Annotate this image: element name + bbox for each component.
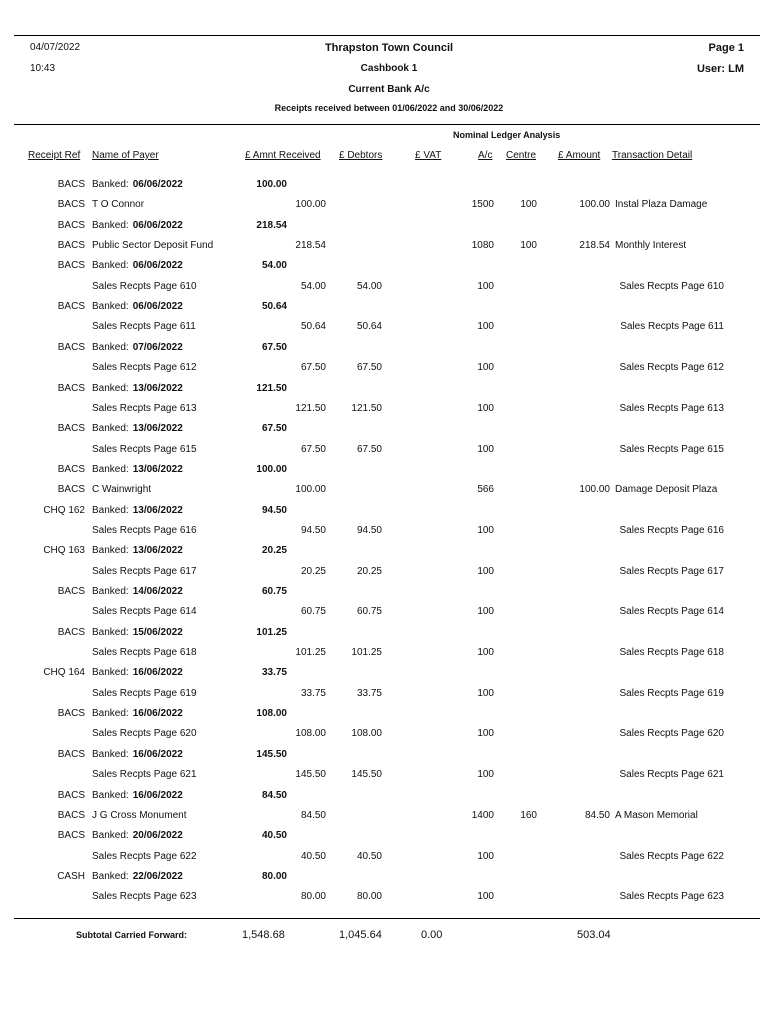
transaction-detail: Sales Recpts Page 623: [619, 891, 724, 903]
banked-row: [0, 464, 770, 484]
banked-date: 06/06/2022: [132, 301, 183, 313]
receipt-ref: CHQ 164: [43, 667, 85, 679]
banked-row: [0, 667, 770, 687]
banked-date: 06/06/2022: [132, 260, 183, 272]
header-rule: [14, 124, 760, 125]
transaction-detail: Sales Recpts Page 615: [619, 443, 724, 455]
account-code: 1400: [471, 809, 494, 821]
banked-date: 15/06/2022: [132, 626, 183, 638]
banked-label: Banked:: [92, 830, 129, 842]
banked-cell: [92, 220, 183, 231]
banked-label: Banked:: [92, 179, 129, 190]
receipt-ref: CHQ 163: [43, 545, 85, 557]
ledger-amount: 100.00: [579, 484, 610, 496]
banked-date: 22/06/2022: [132, 870, 183, 882]
receipt-ref: BACS: [57, 382, 85, 394]
transaction-detail: Sales Recpts Page 619: [619, 687, 724, 699]
transaction-detail: Sales Recpts Page 620: [619, 728, 724, 740]
debtors-amount: 67.50: [356, 443, 382, 455]
amount-received: 94.50: [300, 524, 326, 536]
cashbook-title: Cashbook 1: [360, 63, 418, 74]
centre-code: 160: [520, 809, 537, 821]
receipt-row: [0, 240, 770, 260]
debtors-amount: 40.50: [356, 850, 382, 862]
ledger-amount: 218.54: [579, 240, 610, 252]
transaction-detail: Sales Recpts Page 610: [619, 280, 724, 292]
banked-cell: [92, 301, 183, 312]
account-code: 100: [477, 443, 494, 455]
subtotal-label: Subtotal Carried Forward:: [76, 930, 188, 940]
amount-received: 100.00: [295, 199, 326, 211]
banked-cell: [92, 179, 183, 190]
receipt-row: [0, 525, 770, 545]
account-code: 100: [477, 769, 494, 781]
account-code: 100: [477, 850, 494, 862]
account-code: 100: [477, 280, 494, 292]
banked-label: Banked:: [92, 667, 129, 679]
account-code: 1500: [471, 199, 494, 211]
banked-row: [0, 301, 770, 321]
banked-date: 14/06/2022: [132, 586, 183, 597]
transaction-detail: Sales Recpts Page 616: [619, 524, 724, 536]
debtors-amount: 145.50: [351, 769, 382, 781]
banked-cell: [92, 790, 183, 801]
receipt-ref: BACS: [57, 199, 85, 211]
banked-label: Banked:: [92, 219, 129, 231]
banked-cell: [92, 423, 183, 434]
account-code: 100: [477, 524, 494, 536]
banked-label: Banked:: [92, 504, 129, 516]
ledger-amount: 100.00: [579, 199, 610, 211]
receipt-ref: BACS: [57, 301, 85, 313]
amount-received: 101.25: [295, 647, 326, 659]
banked-row: [0, 790, 770, 810]
receipt-ref: BACS: [57, 789, 85, 801]
receipt-ref: BACS: [57, 748, 85, 760]
receipt-ref: BACS: [57, 484, 85, 496]
payer-name: Sales Recpts Page 622: [92, 850, 197, 862]
col-amnt-received: £ Amnt Received: [245, 150, 321, 161]
banked-row: [0, 342, 770, 362]
banked-row: [0, 179, 770, 199]
account-code: 100: [477, 321, 494, 333]
banked-label: Banked:: [92, 463, 129, 475]
receipt-row: [0, 403, 770, 423]
transaction-detail: Damage Deposit Plaza: [615, 484, 718, 496]
banked-row: [0, 220, 770, 240]
banked-cell: [92, 545, 183, 556]
receipt-row: [0, 281, 770, 301]
banked-row: [0, 383, 770, 403]
col-vat: £ VAT: [415, 150, 442, 161]
banked-date: 16/06/2022: [132, 748, 183, 760]
banked-cell: [92, 260, 183, 271]
receipt-ref: BACS: [57, 463, 85, 475]
banked-amount: 84.50: [261, 789, 287, 801]
receipt-row: [0, 891, 770, 911]
amount-received: 54.00: [300, 280, 326, 292]
receipt-ref: BACS: [57, 586, 85, 597]
banked-cell: [92, 830, 183, 841]
receipt-ref: CHQ 162: [43, 504, 85, 516]
receipt-row: [0, 444, 770, 464]
debtors-amount: 67.50: [356, 362, 382, 374]
receipt-row: [0, 566, 770, 586]
banked-cell: [92, 464, 183, 475]
debtors-amount: 50.64: [356, 321, 382, 333]
page-number: Page 1: [708, 42, 744, 54]
col-amount: £ Amount: [558, 150, 601, 161]
amount-received: 121.50: [295, 402, 326, 414]
transaction-detail: Sales Recpts Page 612: [619, 362, 724, 374]
debtors-amount: 101.25: [351, 647, 382, 659]
banked-date: 16/06/2022: [132, 789, 183, 801]
account-code: 100: [477, 362, 494, 374]
payer-name: Sales Recpts Page 620: [92, 728, 197, 740]
debtors-amount: 80.00: [356, 891, 382, 903]
banked-row: [0, 423, 770, 443]
payer-name: J G Cross Monument: [92, 809, 187, 821]
centre-code: 100: [520, 240, 537, 252]
banked-row: [0, 627, 770, 647]
banked-row: [0, 545, 770, 565]
banked-label: Banked:: [92, 341, 129, 353]
banked-amount: 121.50: [256, 382, 287, 394]
banked-amount: 101.25: [256, 626, 287, 638]
banked-label: Banked:: [92, 423, 129, 435]
col-centre: Centre: [506, 150, 537, 161]
banked-label: Banked:: [92, 748, 129, 760]
account-code: 100: [477, 891, 494, 903]
amount-received: 40.50: [300, 850, 326, 862]
payer-name: Sales Recpts Page 614: [92, 606, 197, 618]
payer-name: Sales Recpts Page 616: [92, 524, 197, 536]
receipt-ref: BACS: [57, 260, 85, 272]
transaction-detail: Monthly Interest: [615, 240, 687, 252]
amount-received: 218.54: [295, 240, 326, 252]
debtors-amount: 20.25: [356, 565, 382, 577]
banked-label: Banked:: [92, 586, 129, 597]
account-code: 1080: [471, 240, 494, 252]
receipt-ref: BACS: [57, 423, 85, 435]
amount-received: 84.50: [300, 809, 326, 821]
top-rule: [14, 35, 760, 36]
banked-label: Banked:: [92, 870, 129, 882]
banked-date: 16/06/2022: [132, 667, 183, 679]
banked-row: [0, 708, 770, 728]
receipt-ref: BACS: [57, 830, 85, 842]
col-payer: Name of Payer: [92, 150, 159, 161]
banked-label: Banked:: [92, 789, 129, 801]
payer-name: Sales Recpts Page 612: [92, 362, 197, 374]
banked-amount: 108.00: [256, 708, 287, 720]
receipt-ref: BACS: [57, 708, 85, 720]
ledger-amount: 84.50: [584, 809, 610, 821]
banked-label: Banked:: [92, 260, 129, 272]
subtotal-debtors: 1,045.64: [339, 929, 382, 941]
banked-row: [0, 505, 770, 525]
receipt-row: [0, 484, 770, 504]
amount-received: 80.00: [300, 891, 326, 903]
council-name: Thrapston Town Council: [324, 42, 454, 54]
payer-name: Sales Recpts Page 623: [92, 891, 197, 903]
amount-received: 100.00: [295, 484, 326, 496]
payer-name: Sales Recpts Page 613: [92, 402, 197, 414]
receipt-row: [0, 199, 770, 219]
debtors-amount: 33.75: [356, 687, 382, 699]
banked-label: Banked:: [92, 382, 129, 394]
banked-amount: 50.64: [261, 301, 287, 313]
receipt-row: [0, 321, 770, 341]
receipt-ref: BACS: [57, 219, 85, 231]
banked-amount: 33.75: [261, 667, 287, 679]
amount-received: 67.50: [300, 362, 326, 374]
banked-amount: 94.50: [261, 504, 287, 516]
col-ac: A/c: [478, 150, 493, 161]
col-receipt-ref: Receipt Ref: [28, 150, 81, 161]
receipt-ref: BACS: [57, 341, 85, 353]
banked-amount: 54.00: [261, 260, 287, 272]
receipt-ref: CASH: [57, 870, 85, 882]
debtors-amount: 54.00: [356, 280, 382, 292]
debtors-amount: 60.75: [356, 606, 382, 618]
account-title: Current Bank A/c: [348, 84, 430, 95]
banked-date: 16/06/2022: [132, 708, 183, 720]
debtors-amount: 121.50: [351, 402, 382, 414]
debtors-amount: 94.50: [356, 524, 382, 536]
transaction-detail: A Mason Memorial: [615, 809, 698, 821]
payer-name: Sales Recpts Page 615: [92, 443, 197, 455]
receipt-row: [0, 647, 770, 667]
amount-received: 60.75: [300, 606, 326, 618]
banked-row: [0, 586, 770, 606]
receipt-row: [0, 810, 770, 830]
transaction-detail: Sales Recpts Page 618: [619, 647, 724, 659]
banked-amount: 67.50: [261, 423, 287, 435]
banked-cell: [92, 342, 183, 353]
receipt-row: [0, 851, 770, 871]
payer-name: Sales Recpts Page 610: [92, 280, 197, 292]
amount-received: 50.64: [300, 321, 326, 333]
transaction-detail: Sales Recpts Page 621: [619, 769, 724, 781]
subtotal-vat: 0.00: [421, 929, 443, 941]
subtotal-amnt: 1,548.68: [242, 929, 285, 941]
banked-label: Banked:: [92, 301, 129, 313]
banked-amount: 60.75: [261, 586, 287, 597]
banked-cell: [92, 708, 183, 719]
receipt-row: [0, 362, 770, 382]
transaction-detail: Instal Plaza Damage: [615, 199, 708, 211]
transaction-detail: Sales Recpts Page 614: [619, 606, 724, 618]
banked-amount: 67.50: [261, 341, 287, 353]
banked-label: Banked:: [92, 708, 129, 720]
banked-amount: 100.00: [256, 179, 287, 190]
banked-amount: 40.50: [261, 830, 287, 842]
receipt-row: [0, 769, 770, 789]
account-code: 100: [477, 687, 494, 699]
banked-label: Banked:: [92, 545, 129, 557]
banked-cell: [92, 871, 183, 882]
amount-received: 108.00: [295, 728, 326, 740]
date-range: Receipts received between 01/06/2022 and 30/06/2022: [274, 103, 504, 113]
banked-row: [0, 830, 770, 850]
banked-row: [0, 871, 770, 891]
banked-date: 07/06/2022: [132, 341, 183, 353]
banked-amount: 218.54: [256, 219, 287, 231]
payer-name: Sales Recpts Page 619: [92, 687, 197, 699]
transaction-detail: Sales Recpts Page 622: [619, 850, 724, 862]
banked-cell: [92, 749, 183, 760]
payer-name: Sales Recpts Page 611: [92, 321, 196, 333]
user-label: User: LM: [696, 63, 744, 75]
col-transaction-detail: Transaction Detail: [612, 150, 693, 161]
banked-amount: 20.25: [261, 545, 287, 557]
account-code: 100: [477, 606, 494, 618]
banked-row: [0, 749, 770, 769]
payer-name: T O Connor: [92, 199, 145, 211]
amount-received: 33.75: [300, 687, 326, 699]
banked-label: Banked:: [92, 626, 129, 638]
banked-amount: 80.00: [261, 870, 287, 882]
banked-date: 13/06/2022: [132, 463, 183, 475]
banked-date: 06/06/2022: [132, 179, 183, 190]
nominal-ledger-heading: Nominal Ledger Analysis: [453, 130, 561, 140]
account-code: 100: [477, 565, 494, 577]
banked-cell: [92, 383, 183, 394]
payer-name: Sales Recpts Page 617: [92, 565, 197, 577]
banked-cell: [92, 667, 183, 678]
banked-cell: [92, 505, 183, 516]
banked-row: [0, 260, 770, 280]
transaction-detail: Sales Recpts Page 617: [619, 565, 724, 577]
banked-date: 13/06/2022: [132, 504, 183, 516]
receipt-ref: BACS: [57, 179, 85, 190]
account-code: 100: [477, 402, 494, 414]
debtors-amount: 108.00: [351, 728, 382, 740]
receipt-ref: BACS: [57, 626, 85, 638]
receipt-row: [0, 606, 770, 626]
banked-cell: [92, 627, 183, 638]
amount-received: 145.50: [295, 769, 326, 781]
banked-date: 13/06/2022: [132, 382, 183, 394]
transaction-detail: Sales Recpts Page 611: [620, 321, 724, 333]
amount-received: 20.25: [300, 565, 326, 577]
banked-amount: 145.50: [256, 748, 287, 760]
payer-name: Public Sector Deposit Fund: [92, 240, 214, 252]
payer-name: Sales Recpts Page 618: [92, 647, 197, 659]
banked-cell: [92, 586, 183, 597]
receipt-row: [0, 688, 770, 708]
banked-amount: 100.00: [256, 463, 287, 475]
report-date: 04/07/2022: [30, 42, 81, 53]
receipt-ref: BACS: [57, 809, 85, 821]
banked-date: 13/06/2022: [132, 423, 183, 435]
payer-name: C Wainwright: [92, 484, 152, 496]
receipt-row: [0, 728, 770, 748]
transaction-detail: Sales Recpts Page 613: [619, 402, 724, 414]
account-code: 100: [477, 728, 494, 740]
centre-code: 100: [520, 199, 537, 211]
payer-name: Sales Recpts Page 621: [92, 769, 197, 781]
col-debtors: £ Debtors: [339, 150, 383, 161]
subtotal-amount: 503.04: [577, 929, 611, 941]
banked-date: 20/06/2022: [132, 830, 183, 842]
account-code: 100: [477, 647, 494, 659]
banked-date: 13/06/2022: [132, 545, 183, 557]
receipt-ref: BACS: [57, 240, 85, 252]
totals-rule: [14, 918, 760, 919]
amount-received: 67.50: [300, 443, 326, 455]
banked-date: 06/06/2022: [132, 219, 183, 231]
account-code: 566: [477, 484, 494, 496]
report-time: 10:43: [30, 63, 56, 74]
